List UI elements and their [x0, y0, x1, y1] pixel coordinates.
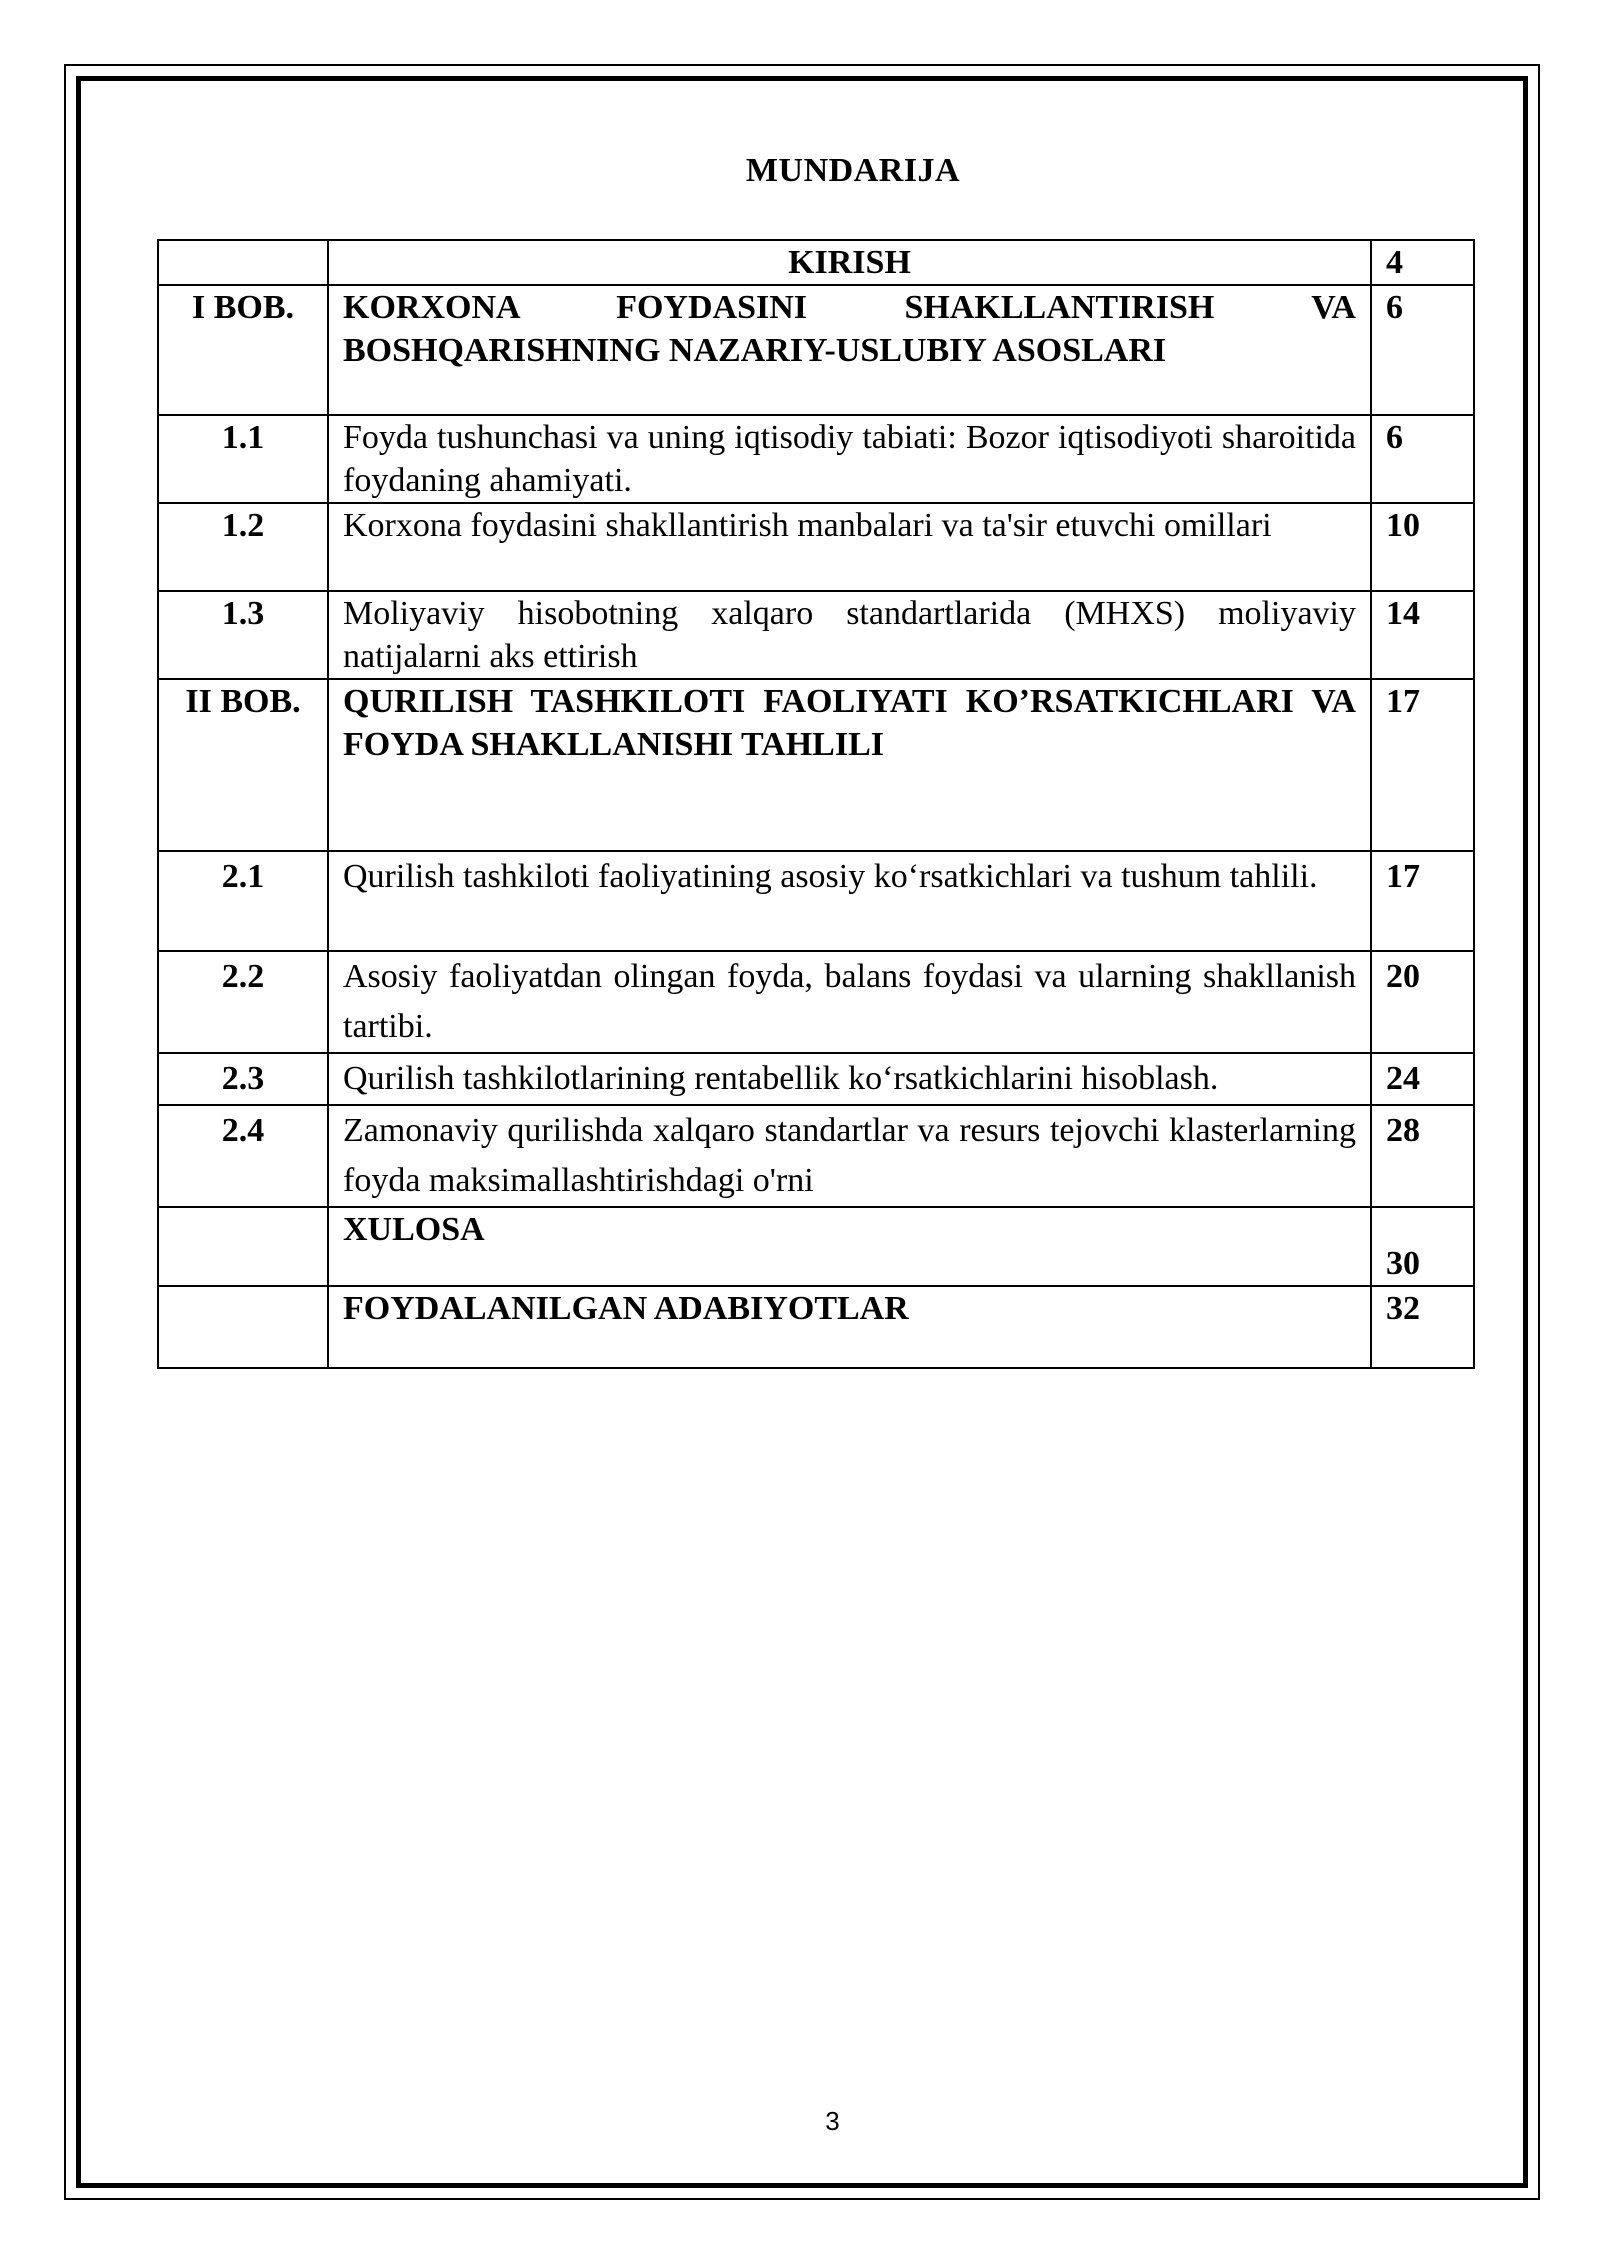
toc-title: Foyda tushunchasi va uning iqtisodiy tabiati: Bozor iqtisodiyoti sharoitida foydaning ahamiyati. [328, 415, 1371, 503]
toc-row-chapter-2 [158, 679, 1474, 851]
toc-title: Asosiy faoliyatdan olingan foyda, balans foydasi va ularning shakllanish tartibi. [328, 951, 1371, 1053]
toc-number: 2.4 [158, 1105, 328, 1207]
toc-row-1-2 [158, 503, 1474, 591]
toc-page: 20 [1371, 951, 1474, 1053]
toc-page: 6 [1371, 415, 1474, 503]
toc-number: I BOB. [158, 285, 328, 415]
toc-title: Moliyaviy hisobotning xalqaro standartlarida (MHXS) moliyaviy natijalarni aks ettirish [328, 591, 1371, 679]
toc-number: 1.1 [158, 415, 328, 503]
toc-row-chapter-1 [158, 285, 1474, 415]
table-of-contents [157, 239, 1475, 1369]
toc-title: FOYDALANILGAN ADABIYOTLAR [328, 1286, 1371, 1368]
toc-number: 1.3 [158, 591, 328, 679]
toc-title: Korxona foydasini shakllantirish manbalari va ta'sir etuvchi omillari [328, 503, 1371, 591]
toc-page: 32 [1371, 1286, 1474, 1368]
toc-page: 24 [1371, 1053, 1474, 1105]
toc-page: 17 [1371, 679, 1474, 851]
toc-number: 2.3 [158, 1053, 328, 1105]
toc-title: KORXONA FOYDASINI SHAKLLANTIRISH VA BOSHQARISHNING NAZARIY-USLUBIY ASOSLARI [328, 285, 1371, 415]
toc-title: XULOSA [328, 1207, 1371, 1286]
toc-number [158, 1286, 328, 1368]
toc-number [158, 1207, 328, 1286]
toc-title: Qurilish tashkilotlarining rentabellik ko‘rsatkichlarini hisoblash. [328, 1053, 1371, 1105]
toc-row-1-3 [158, 591, 1474, 679]
page-number: 3 [825, 2106, 840, 2136]
toc-row-2-2 [158, 951, 1474, 1053]
toc-page: 10 [1371, 503, 1474, 591]
toc-number: 2.2 [158, 951, 328, 1053]
toc-number [158, 240, 328, 285]
toc-row-2-3 [158, 1053, 1474, 1105]
toc-row-xulosa [158, 1207, 1474, 1286]
toc-row-kirish [158, 240, 1474, 285]
toc-page: 4 [1371, 240, 1474, 285]
toc-page: 14 [1371, 591, 1474, 679]
toc-number: II BOB. [158, 679, 328, 851]
page-title: MUNDARIJA [745, 152, 961, 189]
toc-number: 2.1 [158, 851, 328, 951]
toc-page: 17 [1371, 851, 1474, 951]
toc-title: Zamonaviy qurilishda xalqaro standartlar va resurs tejovchi klasterlarning foyda maksimallashtirishdagi o'rni [328, 1105, 1371, 1207]
toc-row-2-1 [158, 851, 1474, 951]
toc-title: KIRISH [328, 240, 1371, 285]
toc-row-adabiyotlar [158, 1286, 1474, 1368]
toc-page: 6 [1371, 285, 1474, 415]
toc-page: 28 [1371, 1105, 1474, 1207]
toc-title: QURILISH TASHKILOTI FAOLIYATI KO’RSATKICHLARI VA FOYDA SHAKLLANISHI TAHLILI [328, 679, 1371, 851]
toc-title: Qurilish tashkiloti faoliyatining asosiy ko‘rsatkichlari va tushum tahlili. [328, 851, 1371, 951]
toc-number: 1.2 [158, 503, 328, 591]
toc-row-1-1 [158, 415, 1474, 503]
toc-page: 30 [1371, 1207, 1474, 1286]
toc-row-2-4 [158, 1105, 1474, 1207]
